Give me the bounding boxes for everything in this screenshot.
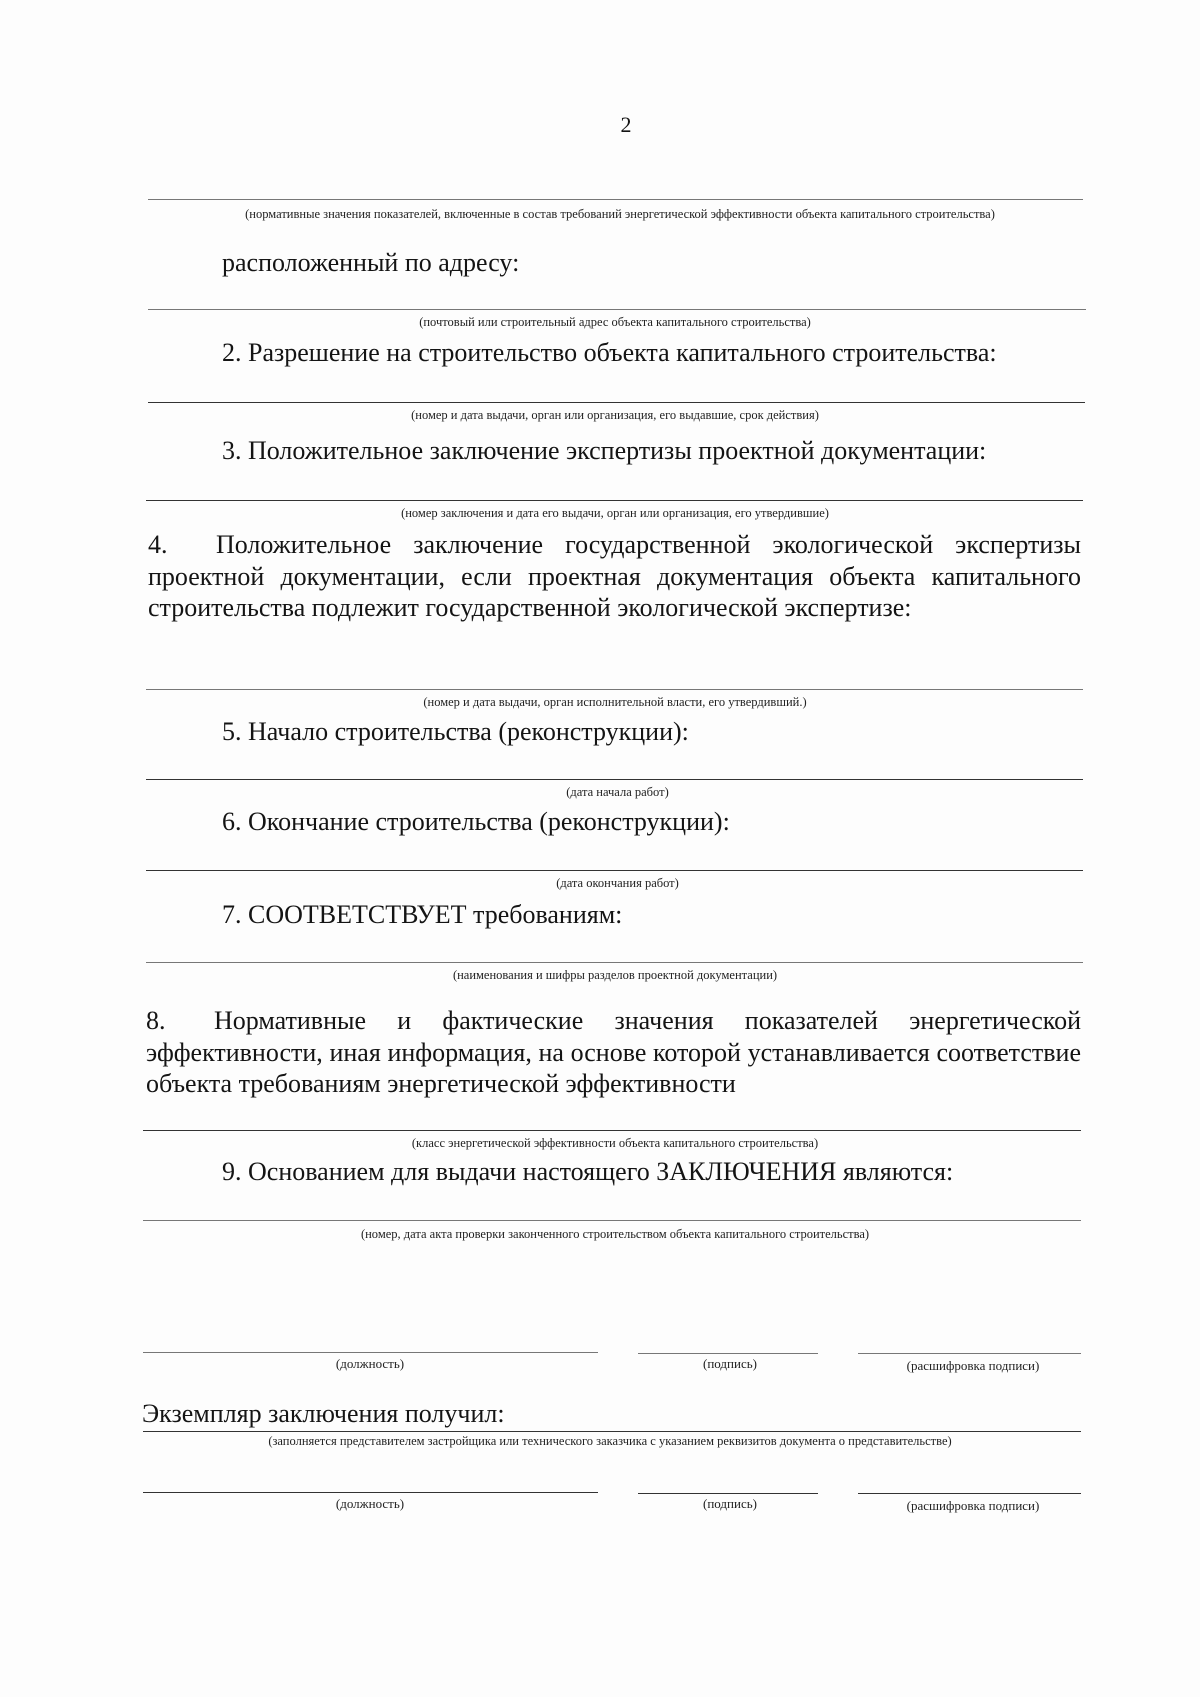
signature-line <box>638 1353 818 1354</box>
sections-line <box>146 962 1083 963</box>
representative-hint: (заполняется представителем застройщика или технического заказчика с указанием реквизитов документа о представительстве) <box>268 1434 952 1448</box>
item-7-complies: 7. СООТВЕТСТВУЕТ требованиям: <box>222 900 623 929</box>
item-8-energy-values <box>146 1005 1081 1100</box>
expertise-hint: (номер заключения и дата его выдачи, орган или организация, его утвердившие) <box>401 506 829 520</box>
decoding-line <box>858 1353 1081 1354</box>
energy-class-line <box>143 1130 1081 1131</box>
position-hint: (должность) <box>335 1356 405 1371</box>
end-date-line <box>146 870 1083 871</box>
representative-line <box>143 1431 1081 1432</box>
start-date-hint: (дата начала работ) <box>566 785 669 799</box>
address-line <box>148 309 1086 310</box>
item-3-expertise: 3. Положительное заключение экспертизы проектной документации: <box>222 436 987 465</box>
recipient-decoding-line <box>858 1493 1081 1494</box>
start-date-line <box>146 779 1083 780</box>
recipient-signature-hint: (подпись) <box>703 1496 757 1511</box>
item-8-number: 8. <box>146 1006 166 1035</box>
inspection-act-line <box>143 1220 1081 1221</box>
recipient-decoding-hint: (расшифровка подписи) <box>906 1498 1040 1513</box>
item-8-text: Нормативные и фактические значения показателей энергетической эффективности, иная информация, на основе которой устанавливается соответствие объекта требованиям энергетической эффективности <box>146 1006 1081 1098</box>
signature-hint: (подпись) <box>703 1356 757 1371</box>
item-5-start: 5. Начало строительства (реконструкции): <box>222 717 689 746</box>
sections-hint: (наименования и шифры разделов проектной документации) <box>452 968 778 982</box>
eco-expertise-line <box>146 689 1083 690</box>
recipient-position-hint: (должность) <box>335 1496 405 1511</box>
energy-class-hint: (класс энергетической эффективности объекта капитального строительства) <box>411 1136 819 1150</box>
item-2-building-permit: 2. Разрешение на строительство объекта капитального строительства: <box>222 338 997 367</box>
permit-hint: (номер и дата выдачи, орган или организация, его выдавшие, срок действия) <box>411 408 819 422</box>
eco-expertise-hint: (номер и дата выдачи, орган исполнительной власти, его утвердивший.) <box>423 695 807 709</box>
recipient-signature-line <box>638 1493 818 1494</box>
decoding-hint: (расшифровка подписи) <box>906 1358 1040 1373</box>
recipient-position-line <box>143 1492 598 1493</box>
item-6-end: 6. Окончание строительства (реконструкции): <box>222 807 730 836</box>
energy-indicators-hint: (нормативные значения показателей, включенные в состав требований энергетической эффективности объекта капитального строительства) <box>245 207 995 221</box>
item-4-text: Положительное заключение государственной экологической экспертизы проектной документации, если проектная документация объекта капитального строительства подлежит государственной экологической экспертизе: <box>148 530 1081 622</box>
permit-line <box>148 402 1085 403</box>
position-line <box>143 1352 598 1353</box>
inspection-act-hint: (номер, дата акта проверки законченного строительством объекта капитального строительства) <box>360 1227 870 1241</box>
item-9-grounds: 9. Основанием для выдачи настоящего ЗАКЛЮЧЕНИЯ являются: <box>222 1157 954 1186</box>
energy-indicators-line <box>148 199 1083 200</box>
address-hint: (почтовый или строительный адрес объекта капитального строительства) <box>419 315 811 329</box>
address-label: расположенный по адресу: <box>222 248 520 277</box>
item-4-number: 4. <box>148 530 168 559</box>
end-date-hint: (дата окончания работ) <box>556 876 679 890</box>
item-4-eco-expertise <box>148 529 1081 624</box>
page-number: 2 <box>620 112 632 137</box>
copy-received-label: Экземпляр заключения получил: <box>142 1399 505 1428</box>
expertise-line <box>146 500 1083 501</box>
